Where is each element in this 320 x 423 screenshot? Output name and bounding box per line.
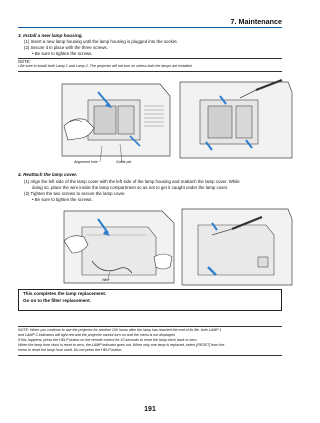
note2-line4: When the lamp time clock is reset to zero, the LAMP indicator goes out. When only one lamp is replaced, select [RESET] from the [18,343,225,347]
step3-item2: (2) Secure it in place with the three screws. [24,45,108,50]
step4-heading: 4. Reattach the lamp cover. [18,172,78,177]
note2-bottom-rule [18,355,282,356]
note2-paragraph [18,328,224,353]
guide-pin-label: Guide pin [116,160,132,164]
step3-heading: 3. Install a new lamp housing. [18,33,83,38]
note1-bottom-rule [18,71,282,72]
page-number: 191 [144,406,156,413]
step3-bullet: • Be sure to tighten the screws. [32,51,93,56]
section-title: 7. Maintenance [230,17,282,26]
completion-line1: This completes the lamp replacement. [23,291,107,296]
step3-item1: (1) Insert a new lamp housing until the lamp housing is plugged into the socket. [24,39,178,44]
wire-label: Wire [102,278,110,282]
lamp-install-drawing [60,76,295,166]
lamp-cover-drawing [62,205,295,287]
step4-item1-line2: doing so, place the wire inside the lamp compartment so as not to get it caught under the lamp cover. [32,185,229,190]
note2-label: NOTE: [18,328,29,332]
note2-line5: menu to reset the lamp hour used. Do not press the HELP button. [18,348,123,352]
completion-box [18,289,282,311]
note2-line3: If this happens, press the HELP button on the remote control for 10 seconds to reset the lamp clock back to zero. [18,338,198,342]
note1-text: • Be sure to install both Lamp 1 and Lamp 2. The projector will not turn on unless both the lamps are installed. [18,64,193,68]
step4-item2: (2) Tighten the two screws to secure the lamp cover. [24,191,126,196]
lamp-install-illustration [60,76,295,166]
note1-label: NOTE: [18,59,31,64]
step4-bullet: • Be sure to tighten the screws. [32,197,93,202]
lamp-cover-illustration [62,205,295,287]
note2-top-rule [18,326,282,327]
note1-top-rule [18,58,282,59]
header-divider [18,27,282,28]
step4-item1-line1: (1) Align the left side of the lamp cover with the left side of the lamp housing and reattach the lamp cover. While [24,179,240,184]
note2-line1: When you continue to use the projector for another 100 hours after the lamp has reached the end of its life, both LAMP 1 [29,328,222,332]
alignment-hole-label: Alignment hole [74,160,98,164]
note2-line2: and LAMP 2 indicators will light red and the projector cannot turn on and the menu is not displayed. [18,333,176,337]
completion-line2: Go on to the filter replacement. [23,298,91,303]
